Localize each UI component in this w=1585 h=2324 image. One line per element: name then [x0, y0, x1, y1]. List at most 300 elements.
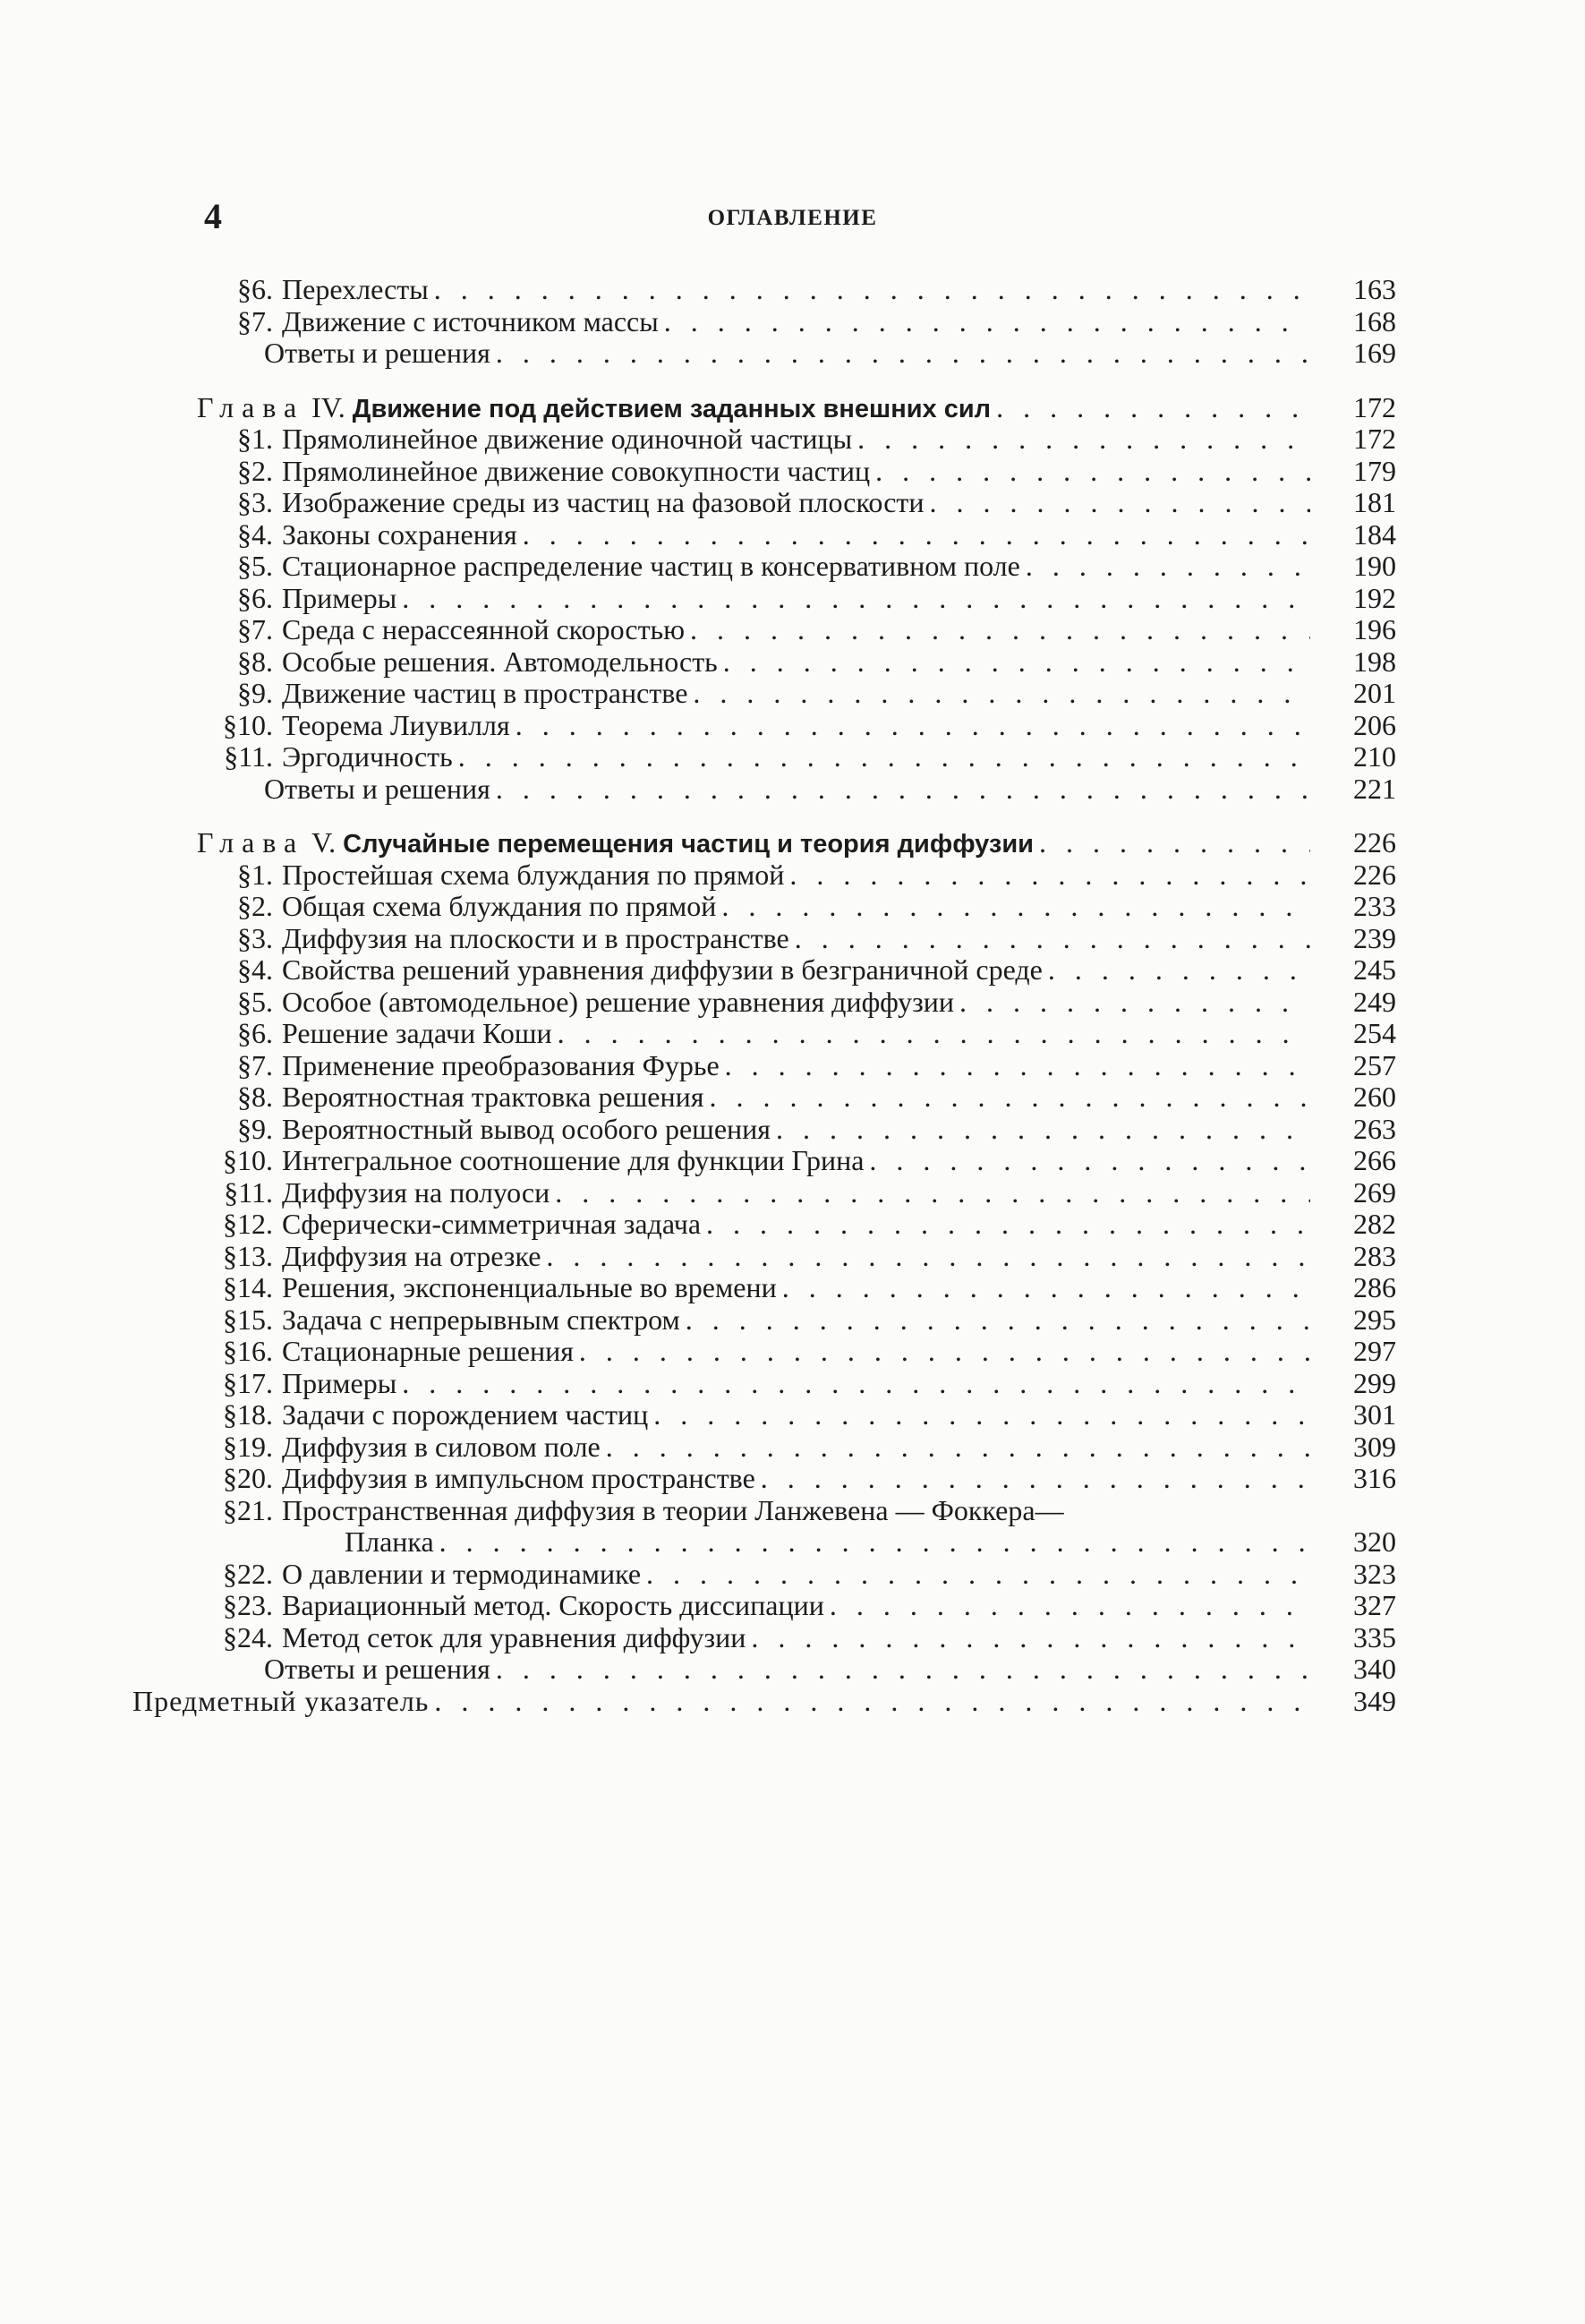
page-ref: 283 — [1353, 1239, 1396, 1272]
toc-answers — [197, 1653, 1396, 1686]
toc-section — [197, 1241, 1396, 1273]
section-symbol: § — [223, 1208, 237, 1240]
section-title: Движение с источником массы — [282, 304, 659, 337]
section-title: Диффузия на полуоси — [282, 1175, 550, 1209]
section-num: 22. — [237, 1557, 273, 1590]
section-title: Движение частиц в пространстве — [282, 677, 688, 709]
section-title: Свойства решений уравнения диффузии в безграничной среде — [282, 953, 1043, 986]
toc-entry-text — [197, 614, 685, 646]
dot-leader — [761, 1463, 1310, 1495]
section-symbol: § — [224, 1175, 239, 1209]
section-symbol: § — [223, 1366, 237, 1399]
section-symbol: § — [223, 1335, 237, 1367]
toc-entry-text — [197, 1431, 601, 1464]
toc-section — [197, 1050, 1396, 1082]
section-symbol: § — [223, 1589, 237, 1621]
running-title: ОГЛАВЛЕНИЕ — [707, 206, 878, 230]
toc-section — [197, 423, 1396, 456]
page-ref: 163 — [1353, 273, 1396, 305]
section-num: 12. — [237, 1208, 273, 1240]
section-number — [197, 1304, 273, 1337]
section-num: 6. — [251, 1017, 273, 1049]
dot-leader — [930, 487, 1310, 519]
section-num: 9. — [251, 677, 273, 709]
toc-entry-text — [197, 891, 716, 923]
section-symbol: § — [223, 1303, 237, 1336]
toc-section — [197, 551, 1396, 583]
toc-entry-text — [197, 1368, 396, 1400]
toc-entry-text — [197, 1209, 701, 1241]
dot-leader — [653, 1399, 1310, 1431]
page-ref: 282 — [1353, 1208, 1396, 1240]
section-title: Примеры — [282, 1366, 397, 1399]
section-num: 1. — [251, 858, 273, 891]
section-symbol: § — [237, 550, 251, 582]
page-ref: 295 — [1353, 1303, 1396, 1336]
page-ref: 340 — [1353, 1653, 1396, 1685]
chapter-word: Глава — [197, 390, 305, 423]
section-number — [197, 710, 273, 742]
section-number — [197, 678, 273, 710]
dot-leader — [830, 1590, 1310, 1622]
section-num: 11. — [238, 1175, 273, 1209]
section-title: Решения, экспоненциальные во времени — [282, 1271, 777, 1303]
dot-leader — [709, 1081, 1310, 1114]
toc-section — [197, 678, 1396, 710]
section-num: 16. — [237, 1335, 273, 1367]
page-ref: 226 — [1353, 858, 1396, 891]
section-title: Диффузия на отрезке — [282, 1239, 541, 1272]
toc-entry-text — [197, 423, 852, 456]
section-num: 14. — [237, 1271, 273, 1303]
toc-section — [197, 741, 1396, 773]
section-number — [197, 1431, 273, 1464]
dot-leader — [869, 1145, 1310, 1177]
page-ref: 297 — [1353, 1335, 1396, 1367]
section-number — [197, 859, 273, 892]
section-num: 19. — [237, 1430, 273, 1463]
section-number — [197, 1622, 273, 1654]
dot-leader — [1026, 551, 1310, 583]
toc-section — [197, 1336, 1396, 1368]
section-num: 2. — [251, 454, 273, 487]
page-ref: 257 — [1353, 1048, 1396, 1081]
toc-section — [197, 1463, 1396, 1495]
section-symbol: § — [237, 953, 251, 986]
page-ref: 201 — [1353, 677, 1396, 709]
toc-chapter — [197, 392, 1396, 424]
toc-section — [197, 487, 1396, 519]
toc-entry-text — [197, 1177, 550, 1209]
section-symbol: § — [237, 304, 251, 337]
section-title: Особые решения. Автомодельность — [282, 645, 718, 678]
section-number — [197, 583, 273, 615]
chapter-numeral: IV. — [311, 390, 345, 423]
page-ref: 263 — [1353, 1112, 1396, 1145]
toc-section — [197, 954, 1396, 987]
dot-leader — [496, 337, 1310, 370]
section-symbol: § — [223, 1462, 237, 1494]
entry-title: Ответы и решения — [264, 1653, 490, 1685]
dot-leader — [706, 1209, 1310, 1241]
page-ref: 181 — [1353, 486, 1396, 518]
section-num: 7. — [251, 304, 273, 337]
toc-entry-text — [197, 1145, 864, 1177]
page-ref: 249 — [1353, 985, 1396, 1018]
section-title: Законы сохранения — [282, 517, 517, 551]
toc-section — [197, 1399, 1396, 1431]
dot-leader — [776, 1114, 1310, 1146]
dot-leader — [606, 1431, 1310, 1464]
toc-section — [197, 456, 1396, 488]
section-title: Перехлесты — [282, 273, 429, 305]
toc-entry-text — [197, 1622, 746, 1654]
toc-entry-text — [197, 1081, 703, 1114]
section-title: Прямолинейное движение одиночной частицы — [282, 423, 853, 455]
toc-section — [197, 1209, 1396, 1241]
dot-leader — [402, 1368, 1310, 1400]
toc-entry-text — [197, 519, 517, 551]
page-ref: 233 — [1353, 890, 1396, 922]
toc-section — [197, 1431, 1396, 1464]
dot-leader — [664, 306, 1310, 338]
toc-section — [197, 646, 1396, 679]
toc-section — [197, 891, 1396, 923]
section-num: 6. — [251, 273, 273, 305]
dot-leader — [996, 392, 1310, 424]
dot-leader — [751, 1622, 1310, 1654]
toc-answers — [197, 337, 1396, 370]
section-number — [197, 1336, 273, 1368]
toc-answers — [197, 773, 1396, 806]
page-ref: 327 — [1353, 1589, 1396, 1621]
page-ref: 196 — [1353, 613, 1396, 645]
section-num: 10. — [237, 708, 273, 741]
toc-section — [197, 1018, 1396, 1050]
toc-entry-text — [197, 859, 784, 892]
toc-section — [197, 1114, 1396, 1146]
toc-entry-text — [197, 583, 396, 615]
page-ref: 266 — [1353, 1144, 1396, 1176]
section-number — [197, 987, 273, 1019]
page-ref: 192 — [1353, 581, 1396, 614]
section-num: 11. — [238, 740, 273, 773]
section-symbol: § — [237, 486, 251, 518]
section-symbol: § — [237, 1048, 251, 1081]
section-number — [197, 646, 273, 679]
dot-leader — [725, 1050, 1310, 1082]
section-num: 10. — [237, 1144, 273, 1176]
section-title: Задачи с порождением частиц — [282, 1398, 649, 1431]
page-ref: 254 — [1353, 1017, 1396, 1049]
page-ref: 210 — [1353, 740, 1396, 773]
toc-entry-text — [197, 1241, 541, 1273]
toc-entry-text — [197, 678, 687, 710]
section-symbol: § — [223, 1620, 237, 1653]
chapter-numeral: V. — [311, 826, 337, 859]
section-num: 3. — [251, 921, 273, 954]
toc-section — [197, 306, 1396, 338]
page-ref: 335 — [1353, 1620, 1396, 1653]
toc-section — [197, 274, 1396, 306]
section-title: Изображение среды из частиц на фазовой плоскости — [282, 486, 925, 518]
toc-entry-text — [197, 1050, 720, 1082]
toc-section — [197, 923, 1396, 955]
page-ref: 190 — [1353, 550, 1396, 582]
toc-section — [197, 583, 1396, 615]
dot-leader — [723, 646, 1310, 679]
section-symbol: § — [237, 517, 251, 551]
section-number — [197, 1272, 273, 1304]
section-num: 23. — [237, 1589, 273, 1621]
toc-entry-text — [197, 1018, 552, 1050]
toc-entry-text — [197, 487, 925, 519]
entry-title: Предметный указатель — [132, 1684, 430, 1717]
section-title: Прямолинейное движение совокупности частиц — [282, 454, 871, 487]
toc-section — [197, 710, 1396, 742]
toc-entry-text — [197, 710, 510, 742]
toc-entry-text — [197, 1304, 680, 1337]
section-title: Диффузия в импульсном пространстве — [282, 1462, 755, 1494]
toc-entry-text — [197, 1114, 771, 1146]
chapter-heading — [197, 392, 991, 426]
section-title: Диффузия на плоскости и в пространстве — [282, 921, 789, 954]
section-number — [197, 1463, 273, 1495]
section-num: 3. — [251, 486, 273, 518]
toc-section — [197, 1081, 1396, 1114]
page-ref: 260 — [1353, 1081, 1396, 1113]
chapter-word: Глава — [197, 826, 305, 859]
section-num: 24. — [237, 1620, 273, 1653]
section-number — [197, 1114, 273, 1146]
section-title: Вероятностная трактовка решения — [282, 1081, 704, 1113]
dot-leader — [496, 773, 1310, 806]
page-ref: 169 — [1353, 337, 1396, 369]
section-title: Вариационный метод. Скорость диссипации — [282, 1589, 824, 1621]
toc-entry-text — [197, 646, 718, 679]
toc-section — [197, 1272, 1396, 1304]
section-number — [197, 274, 273, 306]
section-number — [197, 1495, 273, 1527]
section-number — [197, 1081, 273, 1114]
dot-leader — [721, 891, 1310, 923]
toc-entry-text — [197, 456, 870, 488]
section-number — [197, 1241, 273, 1273]
dot-leader — [1048, 954, 1310, 987]
section-number — [197, 519, 273, 551]
entry-title: Ответы и решения — [264, 337, 490, 369]
toc-entry-text — [197, 923, 789, 955]
section-symbol: § — [237, 1112, 251, 1145]
chapter-heading — [197, 827, 1034, 861]
toc-entry-text — [197, 1399, 648, 1431]
dot-leader — [690, 614, 1310, 646]
page-ref: 179 — [1353, 454, 1396, 487]
toc-chapter — [197, 827, 1396, 859]
section-symbol: § — [223, 708, 237, 741]
page-ref: 245 — [1353, 953, 1396, 986]
toc-section — [197, 614, 1396, 646]
section-title: Стационарные решения — [282, 1335, 574, 1367]
section-symbol: § — [237, 423, 251, 455]
section-title: Применение преобразования Фурье — [282, 1048, 720, 1081]
page-ref: 226 — [1353, 826, 1396, 859]
section-number — [197, 923, 273, 955]
dot-leader — [402, 583, 1310, 615]
toc-section — [197, 1495, 1396, 1527]
toc-entry-text — [197, 987, 954, 1019]
toc-section — [197, 1145, 1396, 1177]
section-num: 1. — [251, 423, 273, 455]
toc-entry-text — [197, 274, 429, 306]
section-symbol: § — [223, 1239, 237, 1272]
section-number — [197, 1050, 273, 1082]
toc-section — [197, 1368, 1396, 1400]
section-symbol: § — [223, 1430, 237, 1463]
dot-leader — [546, 1241, 1310, 1273]
section-symbol: § — [223, 1398, 237, 1431]
section-symbol: § — [237, 454, 251, 487]
page-ref: 320 — [1353, 1525, 1396, 1558]
section-title: Особое (автомодельное) решение уравнения диффузии — [282, 985, 954, 1018]
toc-subject-index — [132, 1686, 1396, 1718]
toc-section — [197, 1590, 1396, 1622]
section-number — [197, 1399, 273, 1431]
toc-section — [197, 519, 1396, 551]
table-of-contents — [132, 273, 1396, 1717]
section-title: Диффузия в силовом поле — [282, 1430, 601, 1463]
section-title: Задача с непрерывным спектром — [282, 1303, 680, 1336]
toc-entry-text — [197, 551, 1020, 583]
page-ref: 198 — [1353, 645, 1396, 678]
section-title: Эргодичность — [282, 740, 453, 773]
section-num: 9. — [251, 1112, 273, 1145]
section-symbol: § — [223, 1271, 237, 1303]
dot-leader — [686, 1304, 1310, 1337]
page-ref: 221 — [1353, 772, 1396, 805]
dot-leader — [782, 1272, 1310, 1304]
section-symbol: § — [237, 858, 251, 891]
section-number — [197, 1177, 273, 1209]
toc-entry-text — [197, 306, 659, 338]
toc-entry-text — [197, 1495, 1064, 1527]
toc-entry-text — [197, 741, 453, 773]
toc-section — [197, 1304, 1396, 1337]
toc-entry-text — [197, 1336, 574, 1368]
section-symbol: § — [237, 613, 251, 645]
section-title-cont: Планка — [345, 1525, 434, 1558]
page-ref: 184 — [1353, 517, 1396, 551]
dot-leader — [434, 1686, 1310, 1718]
section-num: 18. — [237, 1398, 273, 1431]
section-title: Вероятностный вывод особого решения — [282, 1112, 771, 1145]
page-ref: 299 — [1353, 1366, 1396, 1399]
toc-entry-text — [197, 1272, 777, 1304]
section-num: 21. — [237, 1493, 273, 1526]
section-num: 15. — [237, 1303, 273, 1336]
section-symbol: § — [237, 273, 251, 305]
toc-section — [197, 1559, 1396, 1591]
toc-entry-text — [197, 954, 1043, 987]
section-number — [197, 1145, 273, 1177]
section-num: 5. — [251, 550, 273, 582]
section-number — [197, 614, 273, 646]
section-number — [197, 1209, 273, 1241]
section-symbol: § — [237, 1081, 251, 1113]
dot-leader — [789, 859, 1310, 892]
section-num: 5. — [251, 985, 273, 1018]
section-symbol: § — [237, 985, 251, 1018]
section-num: 8. — [251, 1081, 273, 1113]
section-number — [197, 891, 273, 923]
page-ref: 269 — [1353, 1175, 1396, 1209]
section-symbol: § — [237, 677, 251, 709]
section-title: Стационарное распределение частиц в консервативном поле — [282, 550, 1020, 582]
section-num: 4. — [251, 953, 273, 986]
dot-leader — [795, 923, 1310, 955]
section-num: 17. — [237, 1366, 273, 1399]
dot-leader — [458, 741, 1310, 773]
section-symbol: § — [237, 1017, 251, 1049]
dot-leader — [558, 1018, 1310, 1050]
page-ref: 206 — [1353, 708, 1396, 741]
dot-leader — [516, 710, 1310, 742]
section-title: Пространственная диффузия в теории Ланжевена — Фоккера— — [282, 1493, 1064, 1526]
page-ref: 316 — [1353, 1462, 1396, 1494]
chapter-title: Движение под действием заданных внешних сил — [352, 394, 992, 423]
section-symbol: § — [224, 740, 239, 773]
dot-leader — [434, 274, 1310, 306]
page-ref: 323 — [1353, 1557, 1396, 1590]
dot-leader — [496, 1653, 1310, 1686]
toc-entry-text — [197, 1463, 755, 1495]
dot-leader — [1039, 827, 1310, 859]
page-ref: 172 — [1353, 423, 1396, 455]
page-ref: 349 — [1353, 1684, 1396, 1717]
section-num: 2. — [251, 890, 273, 922]
section-number — [197, 306, 273, 338]
toc-entry-text — [197, 1559, 641, 1591]
section-symbol: § — [237, 890, 251, 922]
section-num: 7. — [251, 613, 273, 645]
dot-leader — [875, 456, 1310, 488]
section-title: Общая схема блуждания по прямой — [282, 890, 717, 922]
dot-leader — [959, 987, 1310, 1019]
page-ref: 286 — [1353, 1271, 1396, 1303]
dot-leader — [646, 1559, 1310, 1591]
entry-title: Ответы и решения — [264, 772, 490, 805]
section-title: Интегральное соотношение для функции Грина — [282, 1144, 865, 1176]
chapter-title: Случайные перемещения частиц и теория диффузии — [343, 830, 1034, 859]
section-symbol: § — [223, 1144, 237, 1176]
section-number — [197, 1590, 273, 1622]
section-num: 13. — [237, 1239, 273, 1272]
section-title: О давлении и термодинамике — [282, 1557, 642, 1590]
section-num: 8. — [251, 645, 273, 678]
section-title: Среда с нерассеянной скоростью — [282, 613, 686, 645]
page-number: 4 — [204, 196, 222, 236]
toc-section — [197, 987, 1396, 1019]
page-ref: 301 — [1353, 1398, 1396, 1431]
section-number — [197, 1559, 273, 1591]
section-symbol: § — [237, 921, 251, 954]
section-num: 4. — [251, 517, 273, 551]
section-title: Теорема Лиувилля — [282, 708, 510, 741]
section-number — [197, 423, 273, 456]
section-number — [197, 487, 273, 519]
toc-section — [197, 1177, 1396, 1209]
section-title: Решение задачи Коши — [282, 1017, 552, 1049]
